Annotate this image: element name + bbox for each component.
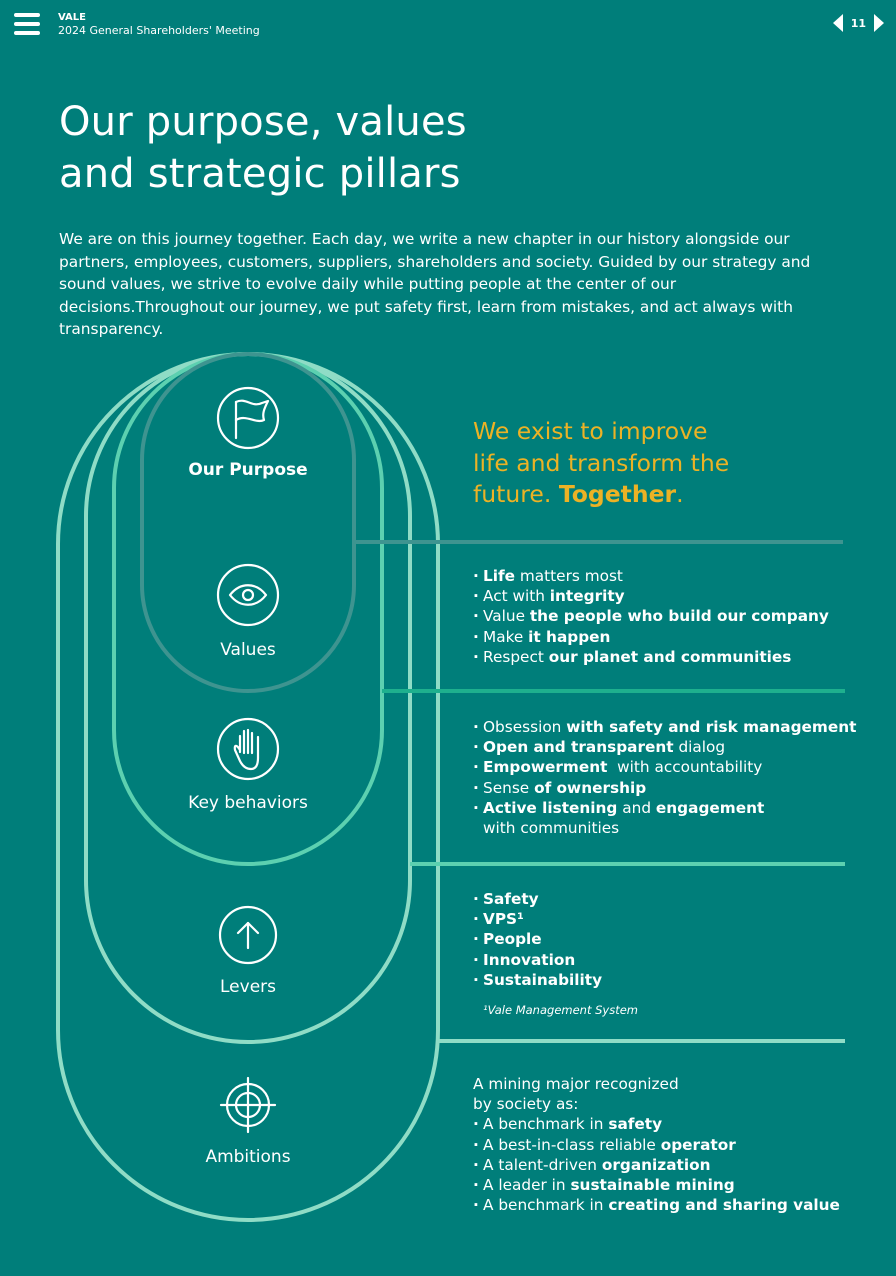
- list-item: · People: [473, 929, 602, 949]
- list-item: · Innovation: [473, 950, 602, 970]
- list-item: · VPS¹: [473, 909, 602, 929]
- purpose-together: Together: [558, 480, 677, 508]
- raised-hand-icon: [218, 719, 278, 779]
- levers-list: [473, 889, 602, 990]
- list-item: · Sense of ownership: [473, 778, 856, 798]
- purpose-statement: [473, 416, 773, 511]
- label-ambitions: Ambitions: [205, 1147, 291, 1167]
- list-item: · Act with integrity: [473, 586, 829, 606]
- label-our-purpose: Our Purpose: [188, 460, 308, 480]
- label-key-behaviors: Key behaviors: [188, 793, 308, 813]
- brand-name: VALE: [58, 12, 87, 23]
- list-item: · A benchmark in creating and sharing value: [473, 1195, 840, 1215]
- list-item: · Respect our planet and communities: [473, 647, 829, 667]
- levers-footnote: ¹Vale Management System: [483, 1003, 639, 1017]
- purpose-line-2: life and transform the: [473, 448, 730, 477]
- list-item: · A leader in sustainable mining: [473, 1175, 840, 1195]
- behaviors-list: [473, 717, 856, 838]
- label-levers: Levers: [220, 977, 276, 997]
- list-item: · Obsession with safety and risk management: [473, 717, 856, 737]
- list-item: · Open and transparent dialog: [473, 737, 856, 757]
- ring-behaviors: [114, 354, 382, 864]
- list-item-continuation: with communities: [483, 819, 620, 838]
- ambitions-list: [473, 1074, 840, 1215]
- values-list: [473, 566, 829, 667]
- title-line-2: and strategic pillars: [59, 151, 461, 197]
- title-line-1: Our purpose, values: [59, 99, 467, 145]
- list-item: · Active listening and engagement: [473, 798, 856, 818]
- ambitions-intro-line-1: A mining major recognized: [473, 1075, 679, 1093]
- ambitions-intro-line-2: by society as:: [473, 1095, 579, 1114]
- purpose-line-3-prefix: future.: [473, 480, 559, 508]
- intro-paragraph: We are on this journey together. Each day, we write a new chapter in our history alongside our partners, employees, customers, suppliers, shareholders and society. Guided by our strategy and sound values, we strive to evolve daily while putting people at the center of our decisions.Throughout our journey, we put safety first, learn from mistakes, and act always with transparency.: [59, 230, 811, 338]
- page-number: 11: [850, 16, 866, 30]
- purpose-line-3: [473, 479, 773, 511]
- list-item: · Value the people who build our company: [473, 606, 829, 626]
- list-item: · Sustainability: [473, 970, 602, 990]
- document-subtitle: 2024 General Shareholders' Meeting: [58, 24, 260, 37]
- target-crosshair-icon: [221, 1078, 275, 1132]
- eye-icon: [218, 565, 278, 625]
- list-item: · A talent-driven organization: [473, 1155, 840, 1175]
- list-item: · Life matters most: [473, 566, 829, 586]
- list-item: · Safety: [473, 889, 602, 909]
- list-item: · Empowerment with accountability: [473, 757, 856, 777]
- arrow-up-circle-icon: [220, 907, 276, 963]
- purpose-line-1: We exist to improve: [473, 417, 708, 445]
- label-values: Values: [220, 640, 276, 660]
- list-item: · Make it happen: [473, 627, 829, 647]
- flag-icon: [218, 388, 278, 448]
- list-item: · A best-in-class reliable operator: [473, 1135, 840, 1155]
- list-item: · A benchmark in safety: [473, 1114, 840, 1134]
- purpose-line-3-suffix: .: [676, 480, 684, 508]
